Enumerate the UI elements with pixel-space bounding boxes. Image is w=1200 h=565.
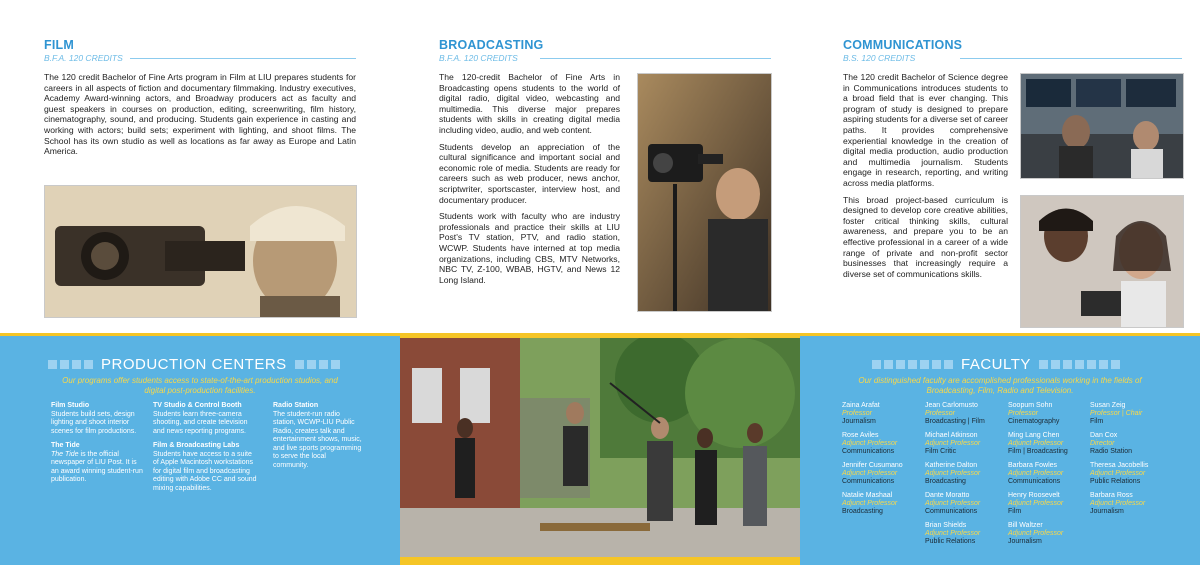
faculty-name: Natalie Mashaal <box>842 492 893 499</box>
faculty-role: Adjunct Professor <box>842 500 898 507</box>
faculty-area: Communications <box>842 478 895 485</box>
faculty-name: Rose Aviles <box>842 432 879 439</box>
faculty-area: Radio Station <box>1090 448 1133 455</box>
faculty-area: Public Relations <box>1090 478 1141 485</box>
film-shoot-photo <box>400 338 800 557</box>
faculty-member <box>925 402 1007 426</box>
faculty-area: Communications <box>925 508 978 515</box>
film-body: The 120 credit Bachelor of Fine Arts program in Film at LIU prepares students for careers in all aspects of fiction and documentary filmmaking. Industry executives, Academy Award-winning actors, and Broadway producers act as faculty and guest speakers in courses on production, editing, screenwriting, film history, cinematography, sound, and producing. Students gain experience in casting and working with actors; build sets; experiment with lighting, and shoot films. The School has its own studio as well as locations as far away as Europe and Latin America. <box>44 72 356 157</box>
faculty-area: Broadcasting | Film <box>925 418 985 425</box>
film-rule <box>130 58 356 59</box>
faculty-area: Public Relations <box>925 538 976 545</box>
broadcasting-paragraph-1: The 120-credit Bachelor of Fine Arts in Broadcasting opens students to the world of digital radio, digital video, webcasting and multimedia. This diverse major prepares students with skills in creating digital media including video, audio, and web content. <box>439 72 620 135</box>
production-col-2 <box>153 402 258 499</box>
faculty-column <box>1008 402 1090 552</box>
production-centers-heading <box>48 356 340 373</box>
communications-paragraph-1: The 120 credit Bachelor of Science degree in Communications introduces students to a broad field that is ever changing. This program of study is designed to prepare aspiring students for a diverse set of career paths. It provides comprehensive experiential knowledge in the creation of digital media production, audio production and multimedia journalism. Students engage in research, reporting, and writing across media platforms. <box>843 72 1008 188</box>
faculty-area: Broadcasting <box>842 508 883 515</box>
faculty-role: Adjunct Professor <box>1008 530 1064 537</box>
production-item-film-studio: Film Studio Students build sets, design lighting and shoot interior scenes for film productions. <box>51 402 137 435</box>
faculty-role: Adjunct Professor <box>842 470 898 477</box>
faculty-name: Theresa Jacobellis <box>1090 462 1149 469</box>
broadcasting-panel <box>400 0 800 336</box>
broadcasting-photo <box>637 73 772 312</box>
faculty-name: Ming Lang Chen <box>1008 432 1060 439</box>
production-centers-title: PRODUCTION CENTERS <box>101 356 287 373</box>
broadcasting-rule <box>540 58 771 59</box>
faculty-member <box>842 462 924 486</box>
communications-credits: B.S. 120 CREDITS <box>843 53 916 63</box>
production-col-1 <box>51 402 143 491</box>
production-item-the-tide: The Tide The Tide is the official newspaper of LIU Post. It is an award winning student-run publication. <box>51 442 143 483</box>
broadcasting-credits: B.F.A. 120 CREDITS <box>439 53 518 63</box>
faculty-member <box>925 462 1007 486</box>
faculty-area: Journalism <box>1090 508 1124 515</box>
faculty-column <box>842 402 924 522</box>
faculty-role: Professor <box>842 410 872 417</box>
faculty-name: Michael Atkinson <box>925 432 978 439</box>
faculty-area: Broadcasting <box>925 478 966 485</box>
production-item-radio-station: Radio Station The student-run radio station, WCWP-LIU Public Radio, creates talk and entertainment shows, music, and live sports programming to serve the local community. <box>273 402 362 469</box>
communications-rule <box>960 58 1182 59</box>
faculty-role: Professor <box>925 410 955 417</box>
faculty-member <box>925 492 1007 516</box>
faculty-name: Zaina Arafat <box>842 402 880 409</box>
faculty-role: Adjunct Professor <box>925 440 981 447</box>
faculty-area: Film | Broadcasting <box>1008 448 1068 455</box>
faculty-area: Journalism <box>842 418 876 425</box>
faculty-role: Director <box>1090 440 1115 447</box>
faculty-role: Adjunct Professor <box>1008 470 1064 477</box>
faculty-name: Barbara Fowles <box>1008 462 1058 469</box>
faculty-name: Henry Roosevelt <box>1008 492 1060 499</box>
faculty-member <box>842 492 924 516</box>
faculty-area: Film <box>1008 508 1022 515</box>
faculty-tagline: Our distinguished faculty are accomplished professionals working in the fields of Broadcasting, Film, Radio and Television. <box>858 376 1142 395</box>
faculty-area: Film Critic <box>925 448 957 455</box>
faculty-role: Adjunct Professor <box>1090 500 1146 507</box>
broadcasting-paragraph-3: Students work with faculty who are industry professionals and practice their skills at LIU Post's TV station, PTV, and radio station, WCWP. Students have interned at top media organizations, including CBS, MTV Networks, NBC TV, Z-100, WBAB, HGTV, and News 12 Long Island. <box>439 211 620 285</box>
communications-photo-control-room <box>1020 73 1184 179</box>
faculty-area: Film <box>1090 418 1104 425</box>
production-col-3 <box>273 402 363 476</box>
film-photo <box>44 185 357 318</box>
decorative-squares-left <box>48 360 93 369</box>
faculty-area: Communications <box>1008 478 1061 485</box>
faculty-role: Adjunct Professor <box>1090 470 1146 477</box>
faculty-member <box>1090 462 1172 486</box>
faculty-member <box>1090 492 1172 516</box>
faculty-member <box>1090 432 1172 456</box>
faculty-area: Cinematography <box>1008 418 1060 425</box>
film-title: FILM <box>44 38 74 52</box>
faculty-name: Dan Cox <box>1090 432 1118 439</box>
film-panel <box>0 0 400 336</box>
faculty-name: Jean Carlomusto <box>925 402 978 409</box>
broadcasting-paragraph-2: Students develop an appreciation of the cultural significance and important social and economic role of media. Students are ready for careers such as web producer, news anchor, scriptwriter, sportscaster, interview host, and documentary producer. <box>439 141 620 205</box>
faculty-name: Barbara Ross <box>1090 492 1133 499</box>
faculty-name: Soopum Sohn <box>1008 402 1053 409</box>
faculty-name: Dante Moratto <box>925 492 970 499</box>
faculty-member <box>1090 402 1172 426</box>
faculty-role: Adjunct Professor <box>925 500 981 507</box>
faculty-column <box>925 402 1007 552</box>
communications-paragraph-2: This broad project-based curriculum is designed to develop core creative abilities, foster critical thinking skills, cultural awareness, and prepare you to be an effective professional in a career of a wide range of private and non-profit sector businesses that increasingly require a diverse set of communications skills. <box>843 194 1008 279</box>
faculty-role: Professor | Chair <box>1090 410 1143 417</box>
faculty-role: Adjunct Professor <box>925 530 981 537</box>
faculty-name: Katherine Dalton <box>925 462 978 469</box>
faculty-role: Adjunct Professor <box>925 470 981 477</box>
faculty-member <box>1008 522 1090 546</box>
faculty-member <box>1008 402 1090 426</box>
faculty-area: Communications <box>842 448 895 455</box>
communications-photo-students <box>1020 195 1184 328</box>
faculty-member <box>1008 432 1090 456</box>
production-item-tv-studio: TV Studio & Control Booth Students learn three-camera shooting, and create television and news reporting programs. <box>153 402 248 435</box>
production-centers-panel <box>0 336 400 565</box>
faculty-panel <box>800 336 1200 565</box>
decorative-squares-right <box>1039 360 1120 369</box>
communications-title: COMMUNICATIONS <box>843 38 963 52</box>
yellow-accent-bar-bottom <box>400 557 800 565</box>
production-item-labs: Film & Broadcasting Labs Students have access to a suite of Apple Macintosh workstations for digital film and broadcasting editing with Adobe CC and sound mixing capabilities. <box>153 442 257 492</box>
film-credits: B.F.A. 120 CREDITS <box>44 53 123 63</box>
faculty-member <box>1008 492 1090 516</box>
faculty-area: Journalism <box>1008 538 1042 545</box>
faculty-member <box>925 432 1007 456</box>
faculty-heading <box>872 356 1120 373</box>
faculty-column <box>1090 402 1172 522</box>
faculty-title: FACULTY <box>961 356 1031 373</box>
faculty-role: Adjunct Professor <box>1008 440 1064 447</box>
decorative-squares-right <box>295 360 340 369</box>
faculty-member <box>1008 462 1090 486</box>
faculty-role: Adjunct Professor <box>842 440 898 447</box>
faculty-member <box>925 522 1007 546</box>
faculty-name: Susan Zeig <box>1090 402 1126 409</box>
faculty-role: Adjunct Professor <box>1008 500 1064 507</box>
faculty-name: Bill Waltzer <box>1008 522 1043 529</box>
faculty-member <box>842 402 924 426</box>
decorative-squares-left <box>872 360 953 369</box>
broadcasting-title: BROADCASTING <box>439 38 544 52</box>
faculty-member <box>842 432 924 456</box>
faculty-role: Professor <box>1008 410 1038 417</box>
communications-panel <box>800 0 1200 336</box>
production-centers-tagline: Our programs offer students access to state-of-the-art production studios, and digital post-production facilities. <box>62 376 338 395</box>
faculty-name: Jennifer Cusumano <box>842 462 903 469</box>
faculty-name: Brian Shields <box>925 522 967 529</box>
